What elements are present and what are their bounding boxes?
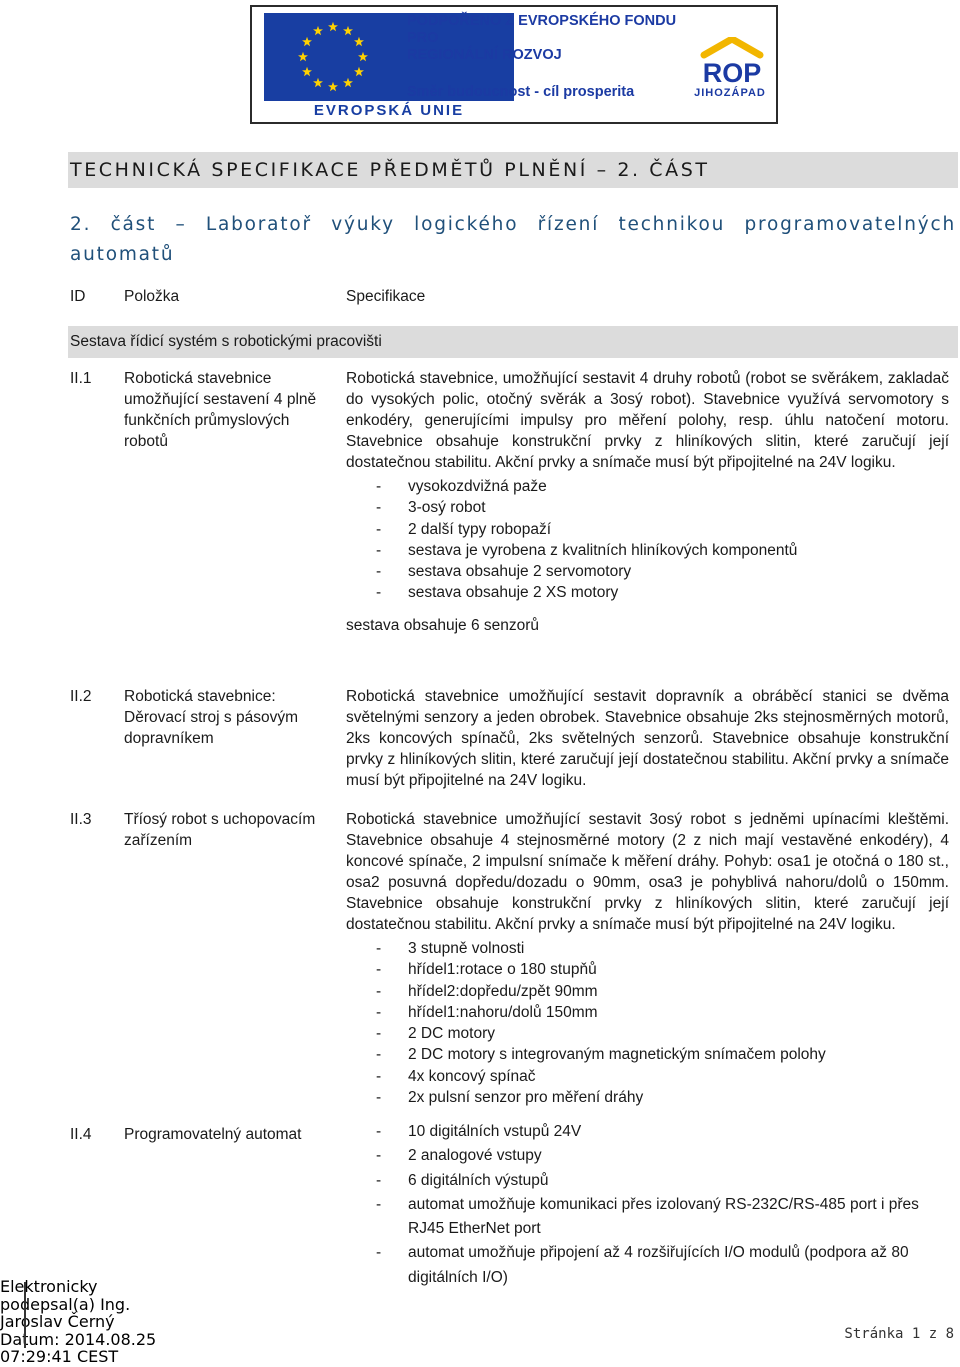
row-id: II.1 xyxy=(70,370,92,387)
list-item: - 3-osý robot xyxy=(376,499,486,517)
signature-line: Jaroslav Černý xyxy=(0,1312,115,1332)
list-item: - sestava obsahuje 2 servomotory xyxy=(376,563,632,581)
header-spec: Specifikace xyxy=(346,288,426,305)
star-icon xyxy=(313,78,323,87)
row-spec xyxy=(346,686,949,791)
spec-bullet-list xyxy=(346,476,949,604)
list-item: - hřídel2:dopředu/zpět 90mm xyxy=(376,982,598,1000)
star-icon xyxy=(302,67,312,76)
eu-rop-logo xyxy=(250,5,778,124)
document-subheading: 2. část – Laboratoř výuky logického řízení technikou programovatelných automatů xyxy=(70,214,956,265)
signature-mark xyxy=(24,1282,26,1348)
signature-line: 07:29:41 CEST xyxy=(0,1347,119,1367)
list-item: - hřídel1:nahoru/dolů 150mm xyxy=(376,1003,598,1021)
header-id: ID xyxy=(70,288,86,305)
star-icon xyxy=(354,67,364,76)
spec-bullet-list xyxy=(346,1120,949,1290)
signature-line: Datum: 2014.08.25 xyxy=(0,1329,157,1349)
list-item: - automat umožňuje připojení až 4 rozšiřujících I/O modulů (podpora až 80 digitálních I/O) xyxy=(376,1244,909,1286)
spec-footer: sestava obsahuje 6 senzorů xyxy=(346,616,540,634)
list-item: - 2 další typy robopaží xyxy=(376,520,552,538)
fund-text xyxy=(407,13,677,64)
list-item: - 6 digitálních výstupů xyxy=(376,1171,549,1189)
star-icon xyxy=(343,78,353,87)
electronic-signature xyxy=(0,1278,160,1366)
rop-logo-icon xyxy=(690,37,774,85)
page-number: Stránka 1 z 8 xyxy=(844,1326,954,1342)
spec-bullet-list xyxy=(346,938,949,1108)
row-id: II.3 xyxy=(70,811,92,828)
list-item: - automat umožňuje komunikaci přes izolovaný RS-232C/RS-485 port i přes RJ45 EtherNet port xyxy=(376,1195,919,1238)
list-item: - sestava je vyrobena z kvalitních hliníkových komponentů xyxy=(376,541,798,559)
list-item: - 3 stupně volnosti xyxy=(376,940,525,957)
list-item: - 2 DC motory s integrovaným magnetickým snímačem polohy xyxy=(376,1046,826,1064)
row-name: Programovatelný automat xyxy=(124,1126,302,1143)
star-icon xyxy=(328,22,338,31)
row-name: Tříosý robot s uchopovacím zařízením xyxy=(124,811,316,849)
eu-stars xyxy=(264,13,402,101)
list-item: - 10 digitálních vstupů 24V xyxy=(376,1123,582,1140)
fund-motto: Směr budoucnost - cíl prosperita xyxy=(407,84,635,100)
eu-caption: EVROPSKÁ UNIE xyxy=(313,102,465,119)
list-item: - hřídel1:rotace o 180 stupňů xyxy=(376,961,597,979)
rop-text: ROP xyxy=(702,58,762,85)
document-heading: TECHNICKÁ SPECIFIKACE PŘEDMĚTŮ PLNĚNÍ – 2. ČÁST xyxy=(68,152,958,188)
row-id: II.2 xyxy=(70,688,92,705)
row-name: Robotická stavebnice: Děrovací stroj s pásovým dopravníkem xyxy=(124,688,298,747)
row-spec xyxy=(346,809,949,1108)
fund-line-3: REGIONÁLNÍ ROZVOJ xyxy=(407,47,562,63)
rop-caption: JIHOZÁPAD xyxy=(694,87,766,99)
star-icon xyxy=(302,37,312,46)
spec-paragraph: Robotická stavebnice umožňující sestavit 3osý robot s jedněmi upínacími kleštěmi. Stavebnice obsahuje 4 stejnosměrné motory (2 z nich mají vestavěné enkodéry), 4 koncové spínače, 2 impulsní snímače k měření dráhy. Pohyb: osa1 je otočná o 180 st., osa2 posuvná dopředu/dozadu o 90mm, osa3 je pohyblivá nahoru/dolů o 150mm. Stavebnice obsahuje konstrukční prvky z hliníkových slitin, které zaručují její dostatečnou stabilitu. Akční prvky a snímače musí být připojitelné na 24V logiku. xyxy=(346,811,949,933)
spec-paragraph: Robotická stavebnice, umožňující sestavit 4 druhy robotů (robot se svěrákem, zakladač do vysokých polic, otočný svěrák a 3osý robot). Stavebnice využívá servomotory s enkodéry, generujícími impulsy pro měření polohy, resp. úhlu natočení motoru. Stavebnice obsahuje konstrukční prvky z hliníkových slitin, které zaručují její dostatečnou stabilitu. Akční prvky a snímače musí být připojitelné na 24V logiku. xyxy=(346,370,949,471)
fund-line-1: PODPOŘENO Z EVROPSKÉHO FONDU xyxy=(407,13,677,29)
fund-line-2: PRO xyxy=(407,30,439,46)
list-item: - 4x koncový spínač xyxy=(376,1067,536,1085)
list-item: - 2 DC motory xyxy=(376,1025,495,1043)
list-item: - 2x pulsní senzor pro měření dráhy xyxy=(376,1089,644,1107)
header-item: Položka xyxy=(124,288,180,305)
star-icon xyxy=(328,82,338,91)
section-title: Sestava řídicí systém s robotickými pracovišti xyxy=(68,326,958,358)
list-item: - vysokozdvižná paže xyxy=(376,478,547,495)
spec-paragraph: Robotická stavebnice umožňující sestavit dopravník a obráběcí stanici se dvěma světelnými senzory a jeden obrobek. Stavebnice obsahuje 2ks stejnosměrných motorů, 2ks koncových spínačů, 2ks světelných senzorů. Stavebnice obsahuje konstrukční prvky z hliníkových slitin, které zaručují její dostatečnou stabilitu. Akční prvky a snímače musí být připojitelné na 24V logiku. xyxy=(346,688,949,789)
signature-line: podepsal(a) Ing. xyxy=(0,1294,131,1314)
star-icon xyxy=(343,26,353,35)
star-icon xyxy=(313,26,323,35)
row-name: Robotická stavebnice umožňující sestavení 4 plně funkčních průmyslových robotů xyxy=(124,370,317,450)
row-id: II.4 xyxy=(70,1126,92,1143)
star-icon xyxy=(354,37,364,46)
row-spec xyxy=(346,1120,949,1290)
list-item: - 2 analogové vstupy xyxy=(376,1147,542,1165)
star-icon xyxy=(298,52,308,61)
list-item: - sestava obsahuje 2 XS motory xyxy=(376,584,619,602)
row-spec xyxy=(346,368,949,636)
star-icon xyxy=(358,52,368,61)
signature-line: Elektronicky xyxy=(0,1277,98,1296)
